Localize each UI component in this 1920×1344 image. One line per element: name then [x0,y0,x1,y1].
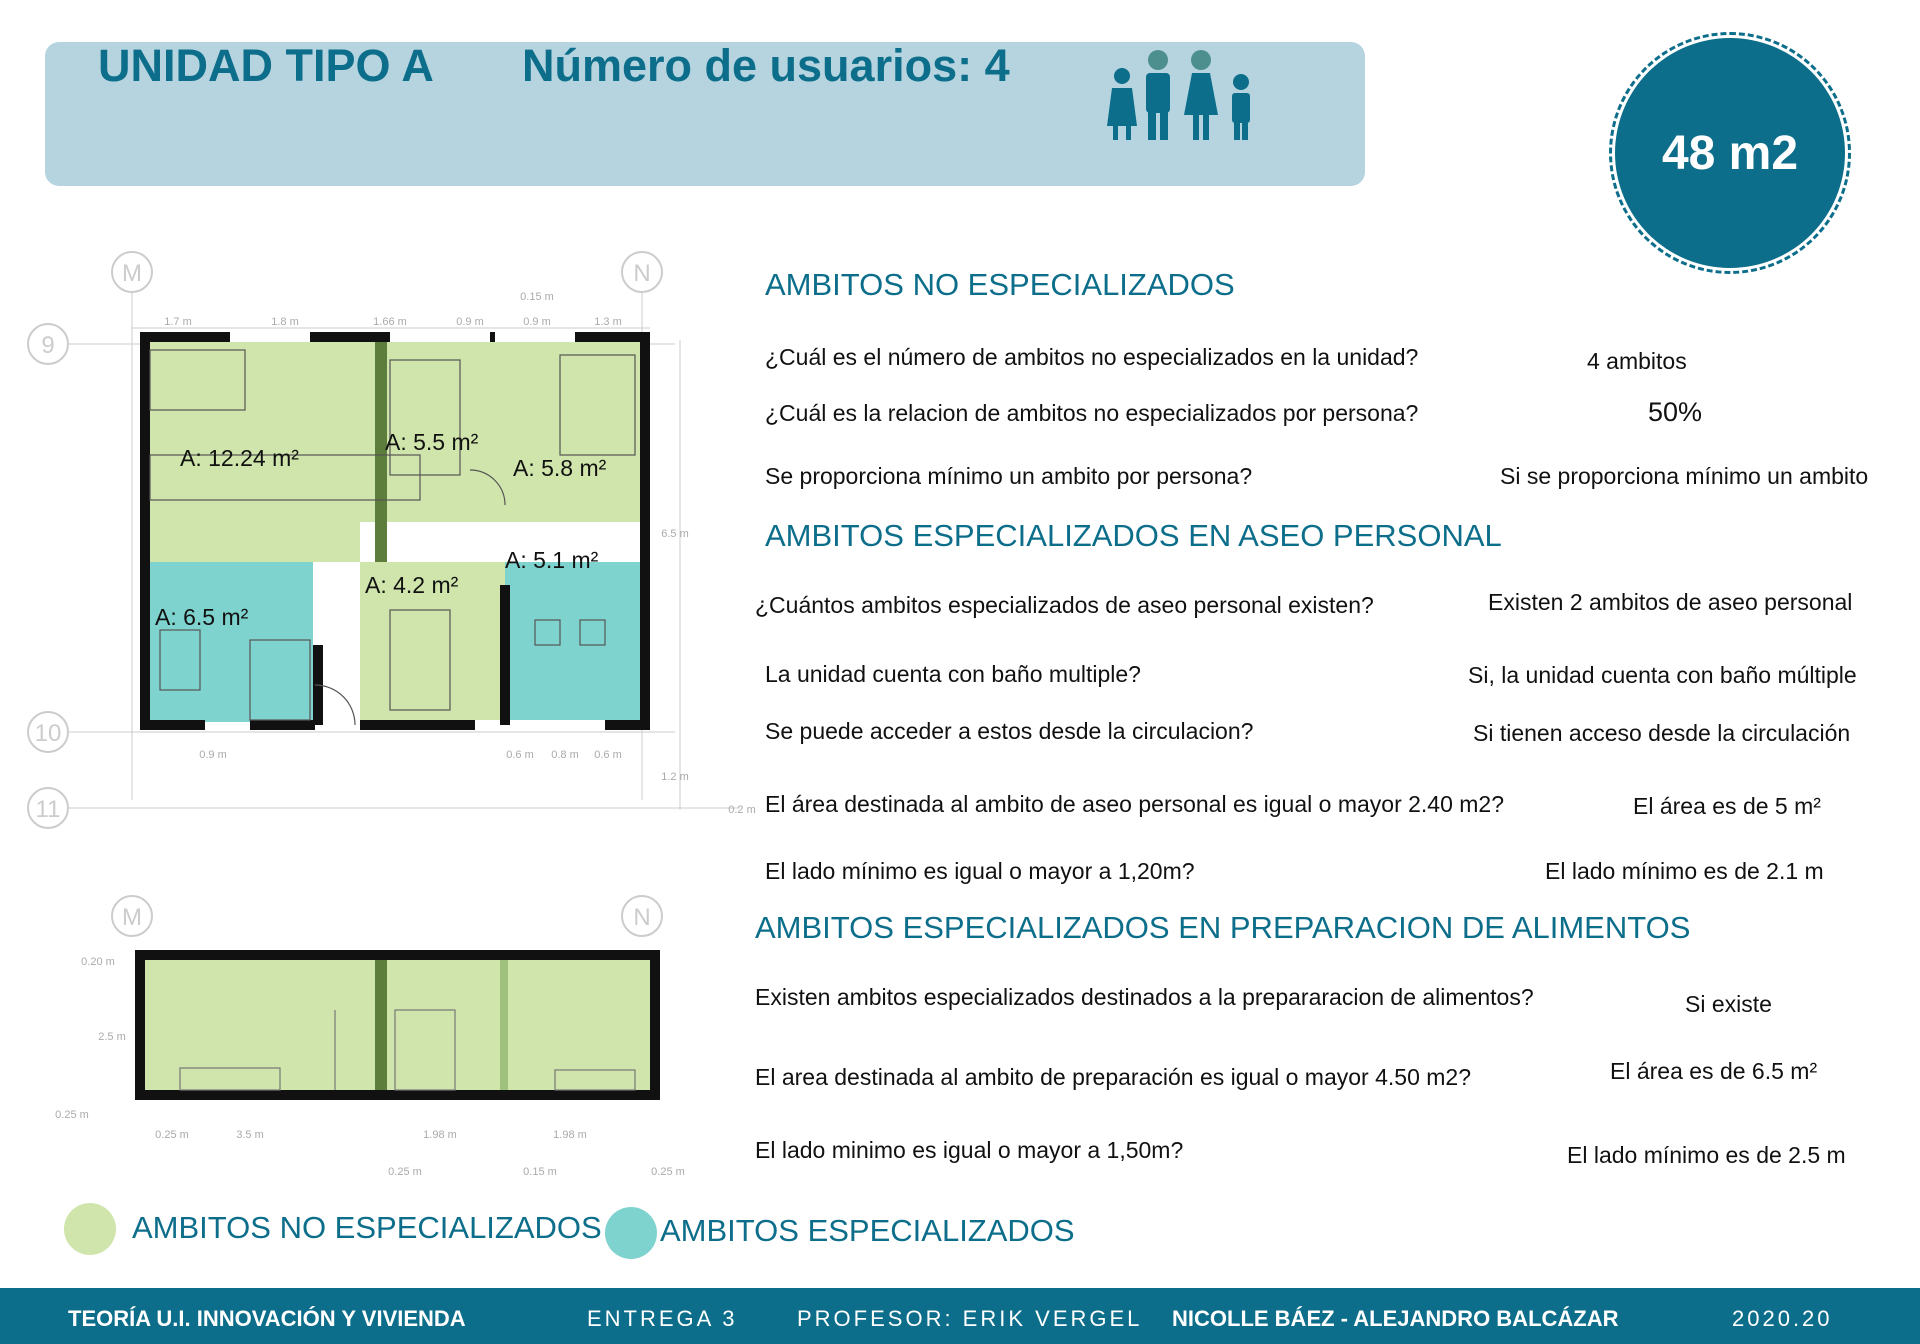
answer: Si se proporciona mínimo un ambito [1500,463,1869,489]
question: La unidad cuenta con baño multiple? [765,661,1141,687]
family-icon [1100,48,1260,143]
dim: 6.5 m [661,528,689,540]
room-study: A: 4.2 m² [365,572,459,598]
section-title: AMBITOS ESPECIALIZADOS EN ASEO PERSONAL [765,518,1502,553]
grid-9: 9 [41,332,55,359]
dim: 1.7 m [164,316,192,328]
dim: 0.9 m [456,316,484,328]
legend-swatch-specialized [605,1207,657,1259]
answer: 50% [1648,397,1703,427]
question: ¿Cuántos ambitos especializados de aseo personal existen? [755,592,1374,618]
question: Se puede acceder a estos desde la circulacion? [765,718,1254,744]
answer: El área es de 6.5 m² [1610,1058,1818,1084]
footer-year: 2020.20 [1732,1306,1833,1331]
dim: 1.98 m [423,1129,457,1141]
question: El lado mínimo es igual o mayor a 1,20m? [765,858,1195,884]
dim: 0.6 m [506,749,534,761]
dim: 0.25 m [55,1109,89,1121]
dim: 0.25 m [388,1166,422,1178]
dim: 0.9 m [523,316,551,328]
users-count: Número de usuarios: 4 [522,40,1010,91]
answer: El lado mínimo es de 2.1 m [1545,858,1824,884]
room-kitchen: A: 6.5 m² [155,604,249,630]
dim: 0.20 m [81,956,115,968]
room-bath: A: 5.1 m² [505,547,599,573]
dim: 0.6 m [594,749,622,761]
legend-label: AMBITOS NO ESPECIALIZADOS [132,1210,602,1245]
question: ¿Cuál es el número de ambitos no especializados en la unidad? [765,344,1419,370]
grid-n: N [633,260,651,287]
grid-11: 11 [35,796,61,823]
dim: 0.25 m [155,1129,189,1141]
answer: El lado mínimo es de 2.5 m [1567,1142,1846,1168]
dim: 0.15 m [523,1166,557,1178]
section-title: AMBITOS ESPECIALIZADOS EN PREPARACION DE ALIMENTOS [755,910,1691,945]
question: Se proporciona mínimo un ambito por persona? [765,463,1253,489]
answer: Si existe [1685,991,1772,1017]
unit-title: UNIDAD TIPO A [98,40,434,91]
grid-m2: M [122,904,142,931]
answer: Si, la unidad cuenta con baño múltiple [1468,662,1857,688]
area-badge: 48 m2 [1615,38,1845,268]
question: El area destinada al ambito de preparación es igual o mayor 4.50 m2? [755,1064,1471,1090]
answer: Si tienen acceso desde la circulación [1473,720,1851,746]
answer: El área es de 5 m² [1633,793,1821,819]
footer-authors: NICOLLE BÁEZ - ALEJANDRO BALCÁZAR [1172,1306,1619,1331]
grid-m: M [122,260,142,287]
footer-delivery: ENTREGA 3 [587,1306,738,1331]
question: El lado minimo es igual o mayor a 1,50m? [755,1137,1184,1163]
footer-course: TEORÍA U.I. INNOVACIÓN Y VIVIENDA [68,1306,466,1331]
room-bed2: A: 5.8 m² [513,455,607,481]
footer-professor: PROFESOR: ERIK VERGEL [797,1306,1143,1331]
answer: 4 ambitos [1587,348,1687,374]
section-title: AMBITOS NO ESPECIALIZADOS [765,267,1235,302]
dim: 0.9 m [199,749,227,761]
question: El área destinada al ambito de aseo personal es igual o mayor 2.40 m2? [765,791,1505,817]
dim: 1.8 m [271,316,299,328]
dim: 1.66 m [373,316,407,328]
question: Existen ambitos especializados destinados a la prepararacion de alimentos? [755,984,1534,1010]
question: ¿Cuál es la relacion de ambitos no especializados por persona? [765,400,1419,426]
dim: 0.25 m [651,1166,685,1178]
dim: 0.15 m [520,291,554,303]
dim: 1.2 m [661,771,689,783]
legend-label: AMBITOS ESPECIALIZADOS [660,1213,1075,1248]
dim: 0.2 m [728,804,756,816]
dim: 1.3 m [594,316,622,328]
dim: 1.98 m [553,1129,587,1141]
legend-swatch-non-specialized [64,1203,116,1255]
floor-plan [20,240,756,1190]
dim: 2.5 m [98,1031,126,1043]
grid-10: 10 [34,720,62,747]
room-bed1: A: 5.5 m² [385,429,479,455]
room-living: A: 12.24 m² [180,445,299,471]
dim: 0.8 m [551,749,579,761]
grid-n2: N [633,904,651,931]
answer: Existen 2 ambitos de aseo personal [1488,589,1853,615]
dim: 3.5 m [236,1129,264,1141]
